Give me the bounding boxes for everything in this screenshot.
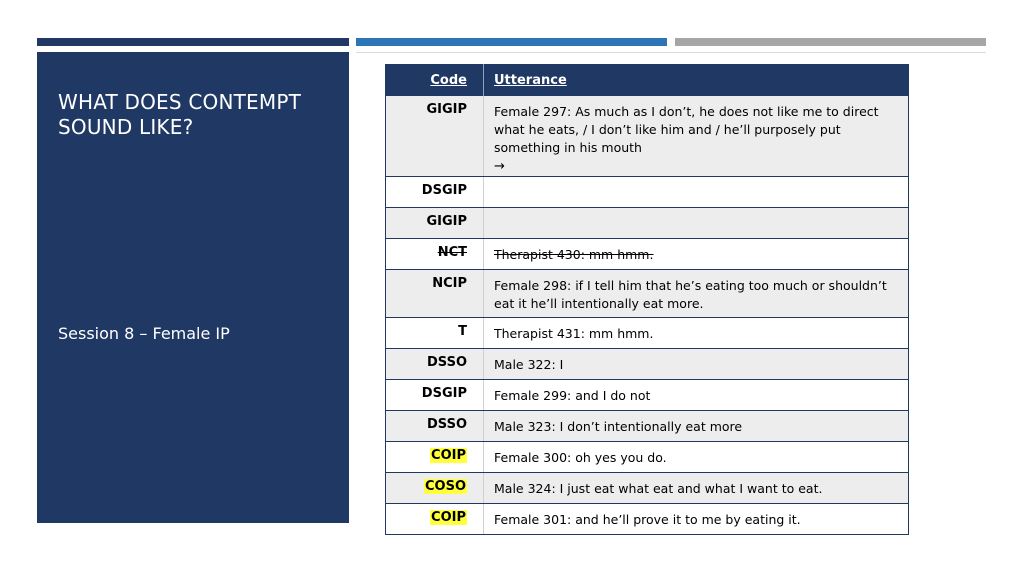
table-row bbox=[386, 318, 909, 349]
table-row bbox=[386, 239, 909, 270]
table-row bbox=[386, 177, 909, 208]
top-accent-bar-blue bbox=[356, 38, 667, 46]
code-cell: DSGIP bbox=[386, 177, 484, 208]
utterance-cell: Therapist 430: mm hmm. bbox=[484, 239, 909, 270]
code-cell bbox=[386, 504, 484, 535]
table-row bbox=[386, 504, 909, 535]
utterance-cell bbox=[484, 177, 909, 208]
slide-subtitle: Session 8 – Female IP bbox=[58, 324, 230, 343]
highlighted-code: COIP bbox=[431, 510, 466, 525]
table-row bbox=[386, 270, 909, 318]
arrow-right-icon: → bbox=[494, 159, 505, 174]
code-cell bbox=[386, 473, 484, 504]
code-cell: DSGIP bbox=[386, 380, 484, 411]
slide-title: WHAT DOES CONTEMPT SOUND LIKE? bbox=[58, 90, 302, 139]
code-cell: NCIP bbox=[386, 270, 484, 318]
highlighted-code: COIP bbox=[431, 448, 466, 463]
utterance-cell: Male 323: I don’t intentionally eat more bbox=[484, 411, 909, 442]
utterance-cell: Therapist 431: mm hmm. bbox=[484, 318, 909, 349]
table-row bbox=[386, 380, 909, 411]
code-cell bbox=[386, 442, 484, 473]
table-row bbox=[386, 411, 909, 442]
utterance-cell: Male 324: I just eat what eat and what I want to eat. bbox=[484, 473, 909, 504]
utterance-cell: Female 300: oh yes you do. bbox=[484, 442, 909, 473]
table-row bbox=[386, 349, 909, 380]
side-panel bbox=[37, 52, 349, 523]
top-accent-bar-navy bbox=[37, 38, 349, 46]
code-cell: T bbox=[386, 318, 484, 349]
table-header-row bbox=[386, 64, 909, 96]
code-cell: NCT bbox=[386, 239, 484, 270]
top-accent-bar-gray bbox=[675, 38, 986, 46]
code-cell: GIGIP bbox=[386, 96, 484, 177]
utterance-cell: Female 299: and I do not bbox=[484, 380, 909, 411]
table-row bbox=[386, 208, 909, 239]
utterance-table bbox=[385, 64, 909, 535]
table-row bbox=[386, 473, 909, 504]
utterance-cell: Male 322: I bbox=[484, 349, 909, 380]
table-row bbox=[386, 442, 909, 473]
utterance-cell: Female 298: if I tell him that he’s eating too much or shouldn’t eat it he’ll intentionally eat more. bbox=[484, 270, 909, 318]
utterance-cell: Female 301: and he’ll prove it to me by eating it. bbox=[484, 504, 909, 535]
utterance-column-header: Utterance bbox=[484, 64, 909, 96]
code-cell: DSSO bbox=[386, 349, 484, 380]
table-row bbox=[386, 96, 909, 177]
utterance-cell: Female 297: As much as I don’t, he does not like me to direct what he eats, / I don’t like him and / he’ll purposely put something in his mouth → bbox=[484, 96, 909, 177]
code-cell: DSSO bbox=[386, 411, 484, 442]
utterance-cell bbox=[484, 208, 909, 239]
code-column-header: Code bbox=[386, 64, 484, 96]
divider bbox=[356, 52, 986, 53]
highlighted-code: COSO bbox=[424, 479, 466, 494]
code-cell: GIGIP bbox=[386, 208, 484, 239]
